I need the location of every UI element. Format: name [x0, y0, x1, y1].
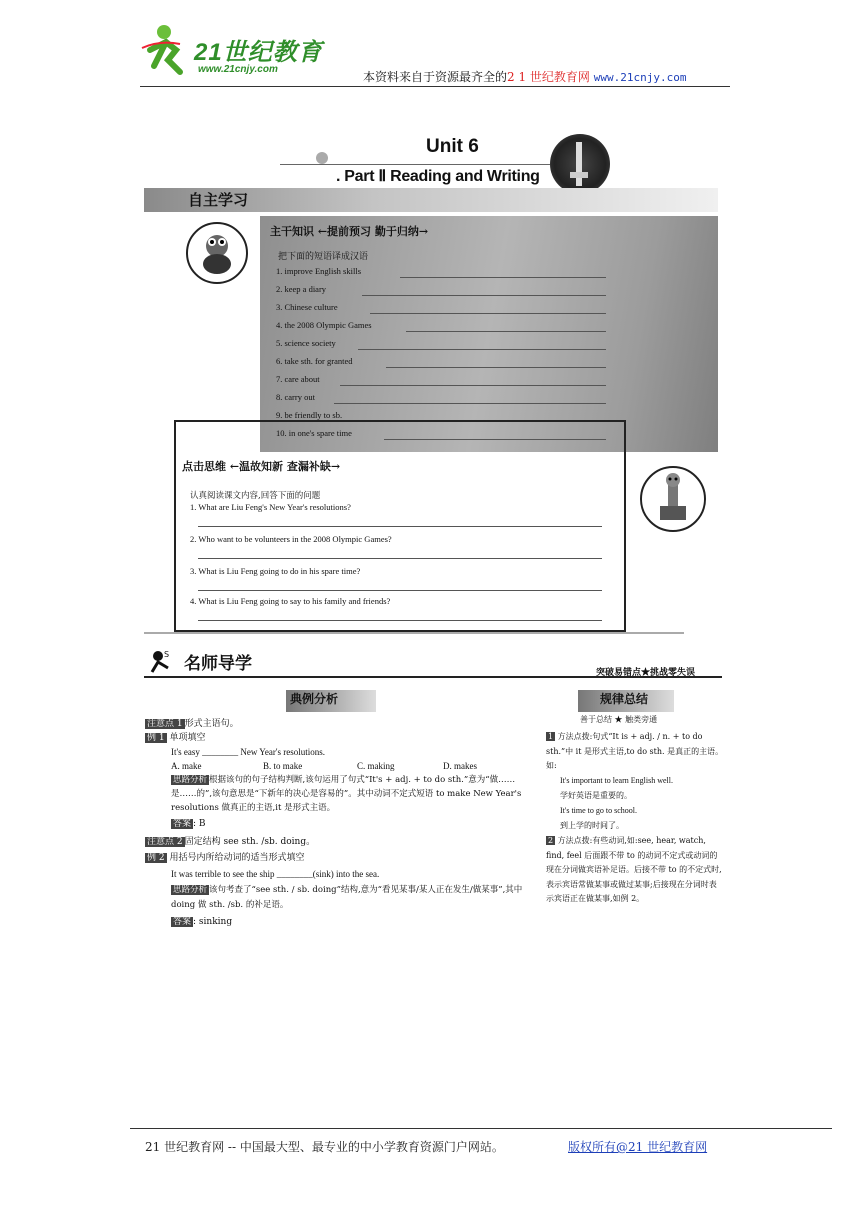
ex1-type: 单项填空 — [169, 733, 206, 743]
ex2-analysis-tag: 思路分析 — [173, 885, 208, 895]
header-site-name: 本资料来自于资源最齐全的 — [363, 70, 508, 84]
point1-title: 形式主语句。 — [184, 719, 239, 729]
section3-right-tag: 突破易错点★挑战零失误 — [596, 668, 696, 678]
answer-line[interactable] — [358, 349, 606, 350]
header-source-text — [363, 68, 686, 85]
logo-url: www.21cnjy.com — [198, 64, 278, 75]
section-divider — [144, 632, 684, 634]
section1-subtitle: 主干知识 ←提前预习 勤于归纳→ — [270, 225, 429, 238]
ex1-analysis-tag: 思路分析 — [173, 775, 208, 785]
ex2-answer-tag: 答案 — [173, 917, 192, 927]
answer-line[interactable] — [340, 385, 606, 386]
rule1-example2-cn: 到上学的时间了。 — [560, 821, 624, 830]
point2-title: 固定结构 see sth. /sb. doing。 — [184, 837, 316, 847]
point2-tag: 注意点 2 — [147, 837, 183, 847]
rule1-example1-cn: 学好英语是重要的。 — [560, 791, 632, 800]
header-site-brand: 2 1 世纪教育网 — [507, 70, 590, 84]
answer-line[interactable] — [406, 331, 606, 332]
ex2-stem: It was terrible to see the ship ________(sink) into the sea. — [171, 869, 380, 879]
ex2-type: 用括号内所给动词的适当形式填空 — [169, 853, 305, 863]
logo-title: 21世纪教育 — [194, 39, 323, 66]
phrase-item: 10. in one's spare time — [276, 428, 352, 438]
site-logo — [140, 20, 340, 82]
phrase-item: 2. keep a diary — [276, 284, 327, 294]
rule1-text: 方法点拨:句式“It is + adj. / n. + to do sth.”中 it 是形式主语,to do sth. 是真正的主语。如: — [546, 732, 724, 770]
part-title: . Part Ⅱ Reading and Writing — [336, 168, 540, 185]
rule2-num: 2 — [548, 836, 554, 845]
rule-heading: 规律总结 — [600, 692, 649, 706]
ex2-answer: sinking — [198, 917, 233, 927]
ex1-stem: It's easy ________ New Year's resolutions. — [171, 747, 325, 757]
ex1-option-d: D. makes — [443, 761, 477, 771]
answer-line[interactable] — [386, 367, 606, 368]
section1-banner: 自主学习 — [188, 191, 249, 209]
phrase-item: 7. care about — [276, 374, 320, 384]
unit-title: Unit 6 — [426, 136, 479, 157]
point1-tag: 注意点 1 — [147, 719, 183, 729]
rule1-example2: It's time to go to school. — [560, 806, 637, 815]
answer-line[interactable] — [198, 558, 602, 559]
answer-line[interactable] — [198, 620, 602, 621]
tower-photo-icon — [550, 134, 610, 194]
answer-line[interactable] — [198, 590, 602, 591]
ex2-tag: 例 2 — [147, 853, 165, 863]
example-heading: 典例分析 — [290, 692, 339, 706]
rule1-num: 1 — [548, 732, 554, 741]
ex1-answer: B — [198, 819, 206, 829]
header-site-url[interactable]: www.21cnjy.com — [593, 71, 687, 84]
section2-instruction: 认真阅读课文内容,回答下面的问题 — [190, 491, 321, 501]
footer-text: 21 世纪教育网 -- 中国最大型、最专业的中小学教育资源门户网站。 — [145, 1140, 504, 1154]
svg-text:S: S — [164, 650, 170, 659]
footer-divider — [130, 1128, 832, 1129]
ex1-tag: 例 1 — [147, 733, 165, 743]
section3-banner: 名师导学 — [184, 654, 252, 674]
phrase-item: 5. science society — [276, 338, 336, 348]
ex2-analysis: 该句考查了“see sth. / sb. doing”结构,意为“看见某事/某人正在发生/做某事”,其中 doing 做 sth. /sb. 的补足语。 — [171, 885, 523, 910]
phrase-item: 1. improve English skills — [276, 266, 361, 276]
ex1-option-c: C. making — [357, 761, 395, 771]
answer-line[interactable] — [334, 403, 606, 404]
bullet-dot-icon — [316, 152, 328, 164]
answer-line[interactable] — [400, 277, 606, 278]
phrase-item: 8. carry out — [276, 392, 315, 402]
phrase-item: 9. be friendly to sb. — [276, 410, 343, 420]
phrase-item: 6. take sth. for granted — [276, 356, 353, 366]
rule1-example1: It's important to learn English well. — [560, 776, 673, 785]
ex1-option-b: B. to make — [263, 761, 303, 771]
rule-subheading: 善于总结 ★ 触类旁通 — [580, 715, 658, 724]
answer-line[interactable] — [362, 295, 606, 296]
answer-line[interactable] — [198, 526, 602, 527]
section1-instruction: 把下面的短语译成汉语 — [278, 252, 369, 262]
header-divider — [140, 86, 730, 87]
question-item: 1. What are Liu Feng's New Year's resolutions? — [190, 502, 351, 512]
ex1-analysis: 根据该句的句子结构判断,该句运用了句式“It's + adj. + to do sth.”意为“做……是……的”,该句意思是“下新年的决心是容易的”。其中动词不定式短语 to make New Year's resolutions 做真正的主语,it 是形式主语。 — [171, 775, 522, 813]
rule2-text: 方法点拨:有些动词,如:see, hear, watch, find, feel 后面跟不带 to 的动词不定式或动词的现在分词做宾语补足语。后接不带 to 的不定式时,表示宾语常做某事或做过某事;后接现在分词时表示宾语正在做某事,如例 2。 — [546, 836, 722, 903]
section2-subtitle: 点击思维 ←温故知新 查漏补缺→ — [182, 460, 341, 473]
phrase-item: 3. Chinese culture — [276, 302, 338, 312]
teacher-icon — [148, 648, 178, 674]
ex1-option-a: A. make — [171, 761, 202, 771]
question-item: 3. What is Liu Feng going to do in his spare time? — [190, 566, 361, 576]
giraffe-mascot-icon — [640, 466, 706, 532]
question-item: 2. Who want to be volunteers in the 2008 Olympic Games? — [190, 534, 392, 544]
ex1-answer-tag: 答案 — [173, 819, 192, 829]
answer-line[interactable] — [370, 313, 606, 314]
frog-mascot-icon — [186, 222, 248, 284]
footer-copyright-link[interactable]: 版权所有@21 世纪教育网 — [568, 1140, 708, 1154]
unit-rule — [280, 164, 550, 165]
phrase-item: 4. the 2008 Olympic Games — [276, 320, 372, 330]
question-item: 4. What is Liu Feng going to say to his family and friends? — [190, 596, 391, 606]
